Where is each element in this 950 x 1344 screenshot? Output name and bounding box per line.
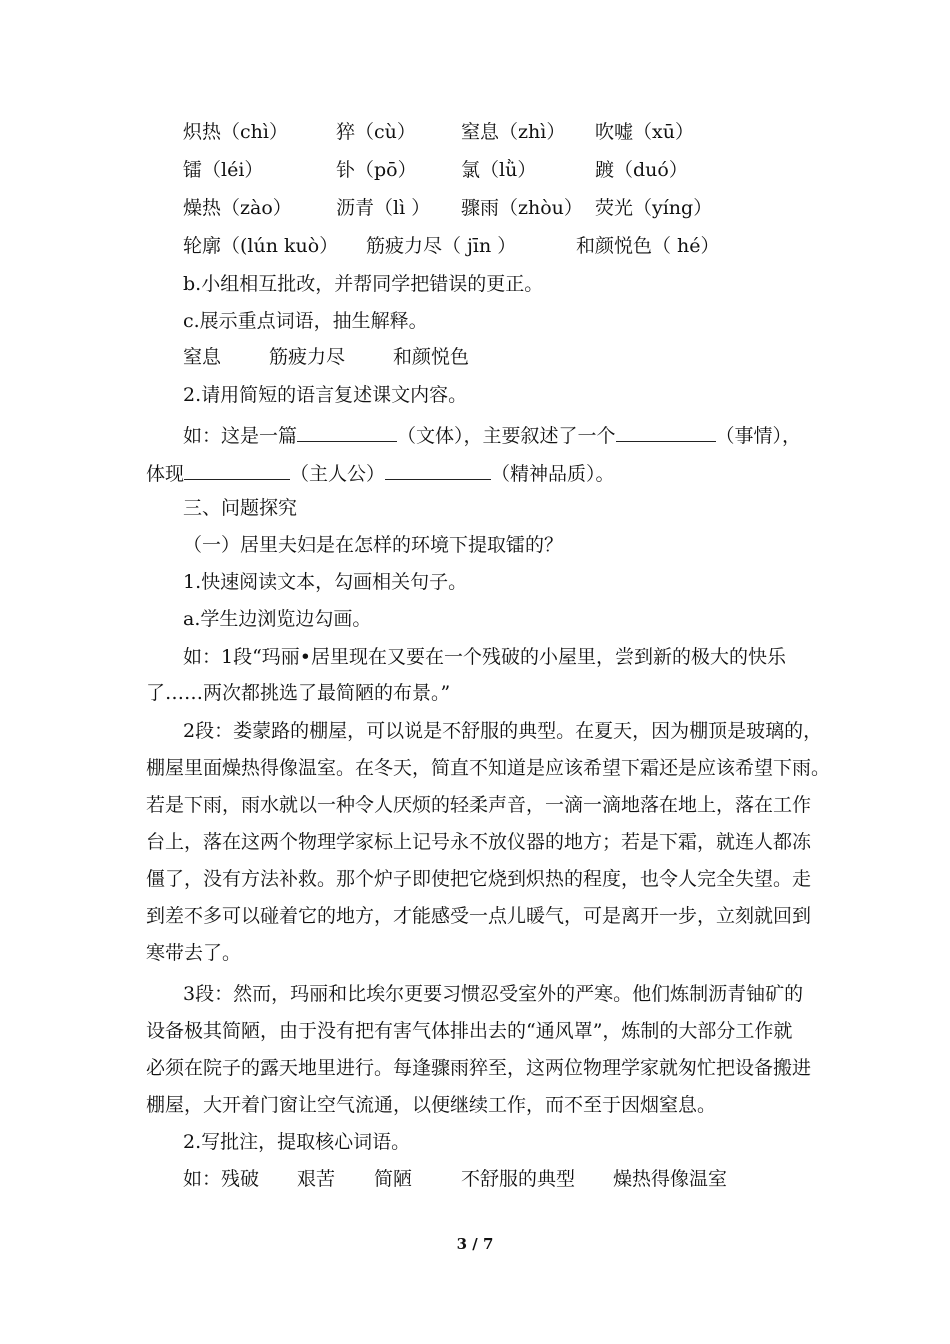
page-number: 3 / 7 xyxy=(456,1235,494,1253)
retell-title: 2.请用简短的语言复述课文内容。 xyxy=(183,384,468,406)
vocab-item: 猝（cù） xyxy=(336,121,416,143)
vocab-item: 沥青（lì ） xyxy=(336,197,431,219)
para2-line: 棚屋里面燥热得像温室。在冬天，简直不知道是应该希望下霜还是应该希望下雨。 xyxy=(146,757,831,779)
step-c: c.展示重点词语，抽生解释。 xyxy=(183,310,428,332)
para1-line-2: 了……两次都挑选了最简陋的布景。” xyxy=(146,682,451,704)
para2-line: 僵了，没有方法补救。那个炉子即使把它烧到炽热的程度，也令人完全失望。走 xyxy=(146,868,812,890)
para3-line: 棚屋，大开着门窗让空气流通，以便继续工作，而不至于因烟窒息。 xyxy=(146,1094,717,1116)
key-word: 窒息 xyxy=(183,346,222,368)
core-prefix: 如： xyxy=(183,1168,222,1190)
vocab-item: 钋（pō） xyxy=(336,159,417,181)
vocab-item: 和颜悦色（ hé） xyxy=(576,235,720,257)
retell-text: （主人公） xyxy=(290,463,386,485)
vocab-item: 氯（lǜ） xyxy=(461,159,537,181)
key-word: 和颜悦色 xyxy=(393,346,470,368)
vocab-item: 炽热（chì） xyxy=(183,121,288,143)
task-1a: a.学生边浏览边勾画。 xyxy=(183,608,372,630)
core-word: 燥热得像温室 xyxy=(613,1168,728,1190)
core-word: 残破 xyxy=(221,1168,260,1190)
para2-line: 寒带去了。 xyxy=(146,942,242,964)
retell-text: 如：这是一篇 xyxy=(183,425,298,447)
vocab-item: 荧光（yíng） xyxy=(595,197,713,219)
fill-blank-spirit[interactable] xyxy=(385,461,491,480)
retell-line-2 xyxy=(146,461,615,484)
para2-line: 到差不多可以碰着它的地方，才能感受一点儿暖气，可是离开一步，立刻就回到 xyxy=(146,905,812,927)
fill-blank-genre[interactable] xyxy=(297,423,397,442)
para2-line: 台上，落在这两个物理学家标上记号永不放仪器的地方；若是下霜，就连人都冻 xyxy=(146,831,812,853)
vocab-item: 镭（léi） xyxy=(183,159,264,181)
vocab-item: 踱（duó） xyxy=(595,159,688,181)
core-word: 简陋 xyxy=(374,1168,413,1190)
para3-line: 设备极其简陋，由于没有把有害气体排出去的“通风罩”，炼制的大部分工作就 xyxy=(146,1020,793,1042)
question-1: （一）居里夫妇是在怎样的环境下提取镭的？ xyxy=(183,534,564,556)
vocab-item: 窒息（zhì） xyxy=(461,121,566,143)
para3-line: 必须在院子的露天地里进行。每逢骤雨猝至，这两位物理学家就匆忙把设备搬进 xyxy=(146,1057,812,1079)
core-word: 不舒服的典型 xyxy=(461,1168,576,1190)
vocab-item: 燥热（zào） xyxy=(183,197,292,219)
vocab-item: 轮廓（(lún kuò） xyxy=(183,235,339,257)
fill-blank-event[interactable] xyxy=(616,423,716,442)
retell-line-1 xyxy=(183,423,801,446)
vocab-item: 吹嘘（xū） xyxy=(595,121,694,143)
vocab-item: 骤雨（zhòu） xyxy=(461,197,583,219)
core-word: 艰苦 xyxy=(297,1168,336,1190)
retell-text: （事情）， xyxy=(715,425,802,447)
task-1: 1.快速阅读文本，勾画相关句子。 xyxy=(183,571,468,593)
fill-blank-protagonist[interactable] xyxy=(184,461,290,480)
section-heading: 三、问题探究 xyxy=(183,497,298,519)
para2-line: 2段：娄蒙路的棚屋，可以说是不舒服的典型。在夏天，因为棚顶是玻璃的， xyxy=(183,720,823,742)
task-2: 2.写批注，提取核心词语。 xyxy=(183,1131,411,1153)
para2-line: 若是下雨，雨水就以一种令人厌烦的轻柔声音，一滴一滴地落在地上，落在工作 xyxy=(146,794,812,816)
retell-text: 体现 xyxy=(146,463,185,485)
retell-text: （精神品质）。 xyxy=(491,463,615,485)
para3-line: 3段：然而，玛丽和比埃尔更要习惯忍受室外的严寒。他们炼制沥青铀矿的 xyxy=(183,983,804,1005)
para1-line-1: 如：1段“玛丽•居里现在又要在一个残破的小屋里，尝到新的极大的快乐 xyxy=(183,646,787,668)
vocab-item: 筋疲力尽（ jīn ） xyxy=(366,235,517,257)
step-b: b.小组相互批改，并帮同学把错误的更正。 xyxy=(183,273,544,295)
key-word: 筋疲力尽 xyxy=(269,346,346,368)
retell-text: （文体），主要叙述了一个 xyxy=(397,425,616,447)
